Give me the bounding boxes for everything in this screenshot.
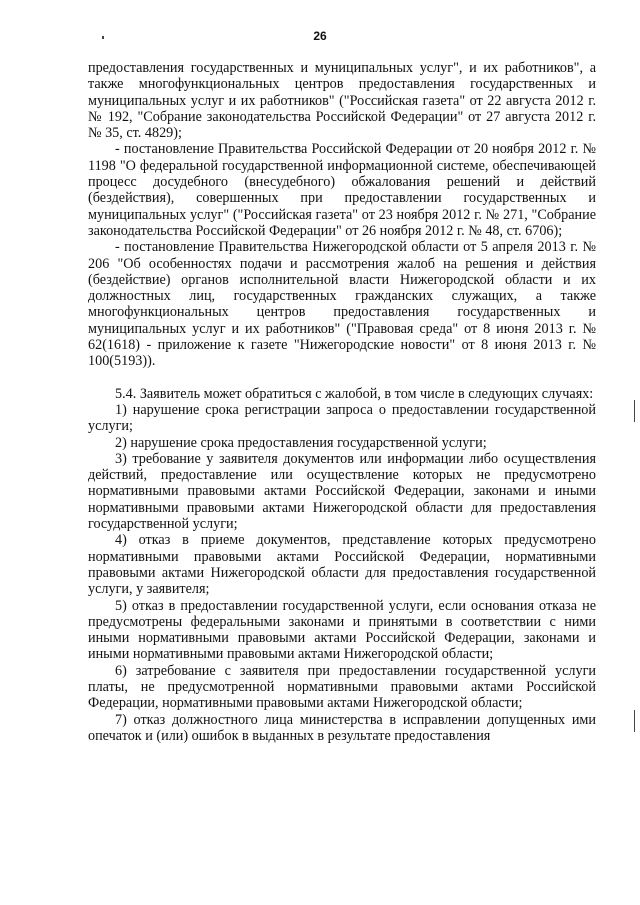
scan-edge-mark bbox=[634, 400, 635, 422]
paragraph: 7) отказ должностного лица министерства в исправлении допущенных ими опечаток и (или) ошибок в выданных в результате предоставления bbox=[88, 711, 596, 744]
paragraph: 3) требование у заявителя документов или информации либо осуществления действий, предоставление или осуществление которых не предусмотрено нормативными правовыми актами Российской Федерации, законами и иными нормативными правовыми актами Нижегородской области для предоставления государственной услуги; bbox=[88, 450, 596, 533]
paragraph: - постановление Правительства Нижегородской области от 5 апреля 2013 г. № 206 "Об особенностях подачи и рассмотрения жалоб на решения и действия (бездействие) органов исполнительной власти Нижегородской области и их должностных лиц, государственных гражданских служащих, а также многофункциональных центров предоставления государственных и муниципальных услуг и их работников" ("Правовая среда" от 8 июня 2013 г. № 62(1618) - приложение к газете "Нижегородские новости" от 8 июня 2013 г. № 100(5193)). bbox=[88, 239, 596, 370]
scan-speck bbox=[102, 36, 104, 39]
page-number: 26 bbox=[313, 29, 327, 43]
paragraph: предоставления государственных и муниципальных услуг", и их работников", а также многофункциональных центров предоставления государственных и муниципальных услуг и их работников" ("Российская газета" от 22 августа 2012 г. № 192, "Собрание законодательства Российской Федерации" от 27 августа 2012 г. № 35, ст. 4829); bbox=[88, 60, 596, 142]
paragraph: 6) затребование с заявителя при предоставлении государственной услуги платы, не предусмотренной нормативными правовыми актами Российской Федерации, нормативными правовыми актами Нижегородской области; bbox=[88, 662, 596, 712]
paragraph: 5) отказ в предоставлении государственной услуги, если основания отказа не предусмотрены федеральными законами и принятыми в соответствии с ними иными нормативными правовыми актами Российской Федерации, законами и иными нормативными правовыми актами Нижегородской области; bbox=[88, 597, 596, 663]
paragraph: 2) нарушение срока предоставления государственной услуги; bbox=[115, 434, 487, 451]
document-body bbox=[88, 60, 596, 744]
paragraph: - постановление Правительства Российской Федерации от 20 ноября 2012 г. № 1198 "О федеральной государственной информационной системе, обеспечивающей процесс досудебного (внесудебного) обжалования решений и действий (бездействия), совершенных при предоставлении государственных и муниципальных услуг" ("Российская газета" от 23 ноября 2012 г. № 271, "Собрание законодательства Российской Федерации" от 26 ноября 2012 г. № 48, ст. 6706); bbox=[88, 141, 596, 239]
paragraph: 4) отказ в приеме документов, представление которых предусмотрено нормативными правовыми актами Российской Федерации, нормативными правовыми актами Нижегородской области для предоставления государственной услуги, у заявителя; bbox=[88, 532, 596, 598]
paragraph: 1) нарушение срока регистрации запроса о предоставлении государственной услуги; bbox=[88, 401, 596, 435]
paragraph: 5.4. Заявитель может обратиться с жалобой, в том числе в следующих случаях: bbox=[115, 385, 594, 402]
scan-edge-mark bbox=[634, 710, 635, 732]
